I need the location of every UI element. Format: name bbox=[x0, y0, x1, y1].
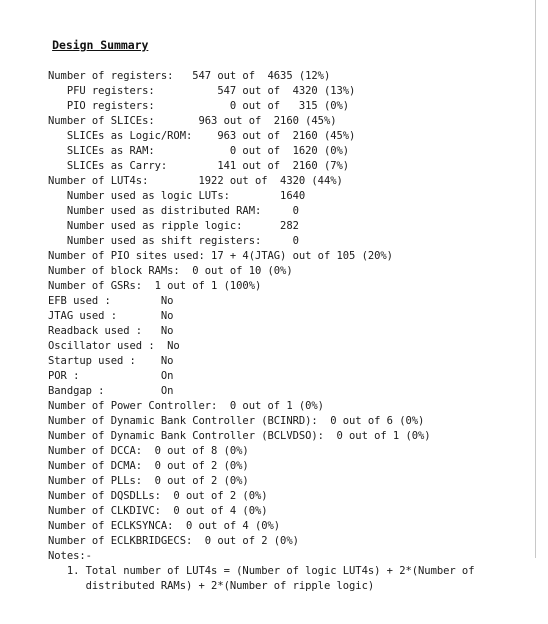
report-line: SLICEs as Logic/ROM: 963 out of 2160 (45%) bbox=[48, 130, 356, 142]
report-line: Number of CLKDIVC: 0 out of 4 (0%) bbox=[48, 505, 268, 517]
report-line: Oscillator used : No bbox=[48, 340, 180, 352]
report-line: Number used as shift registers: 0 bbox=[48, 235, 299, 247]
report-line: Number of Dynamic Bank Controller (BCINRD): 0 out of 6 (0%) bbox=[48, 415, 425, 427]
report-line: Number of Power Controller: 0 out of 1 (0%) bbox=[48, 400, 324, 412]
report-line: Number used as distributed RAM: 0 bbox=[48, 205, 299, 217]
report-line: JTAG used : No bbox=[48, 310, 174, 322]
report-line: Number of GSRs: 1 out of 1 (100%) bbox=[48, 280, 262, 292]
report-line: Bandgap : On bbox=[48, 385, 174, 397]
report-line: Number of DCCA: 0 out of 8 (0%) bbox=[48, 445, 249, 457]
report-line: 1. Total number of LUT4s = (Number of logic LUT4s) + 2*(Number of bbox=[48, 565, 475, 577]
report-line: Number used as ripple logic: 282 bbox=[48, 220, 299, 232]
report-line: EFB used : No bbox=[48, 295, 174, 307]
report-line: POR : On bbox=[48, 370, 174, 382]
report-line: Number of DQSDLLs: 0 out of 2 (0%) bbox=[48, 490, 268, 502]
report-line: Notes:- bbox=[48, 550, 92, 562]
report-line: Number of Dynamic Bank Controller (BCLVDSO): 0 out of 1 (0%) bbox=[48, 430, 431, 442]
report-line: distributed RAMs) + 2*(Number of ripple logic) bbox=[48, 580, 375, 592]
report-line: Number of ECLKBRIDGECS: 0 out of 2 (0%) bbox=[48, 535, 299, 547]
design-summary-heading: Design Summary bbox=[52, 38, 149, 52]
report-line: SLICEs as Carry: 141 out of 2160 (7%) bbox=[48, 160, 350, 172]
report-line: PFU registers: 547 out of 4320 (13%) bbox=[48, 85, 356, 97]
report-line: Number of PLLs: 0 out of 2 (0%) bbox=[48, 475, 249, 487]
report-line: Number of ECLKSYNCA: 0 out of 4 (0%) bbox=[48, 520, 281, 532]
report-line: PIO registers: 0 out of 315 (0%) bbox=[48, 100, 350, 112]
design-summary-text bbox=[27, 23, 474, 624]
report-line: Number of block RAMs: 0 out of 10 (0%) bbox=[48, 265, 293, 277]
report-line: Number of PIO sites used: 17 + 4(JTAG) out of 105 (20%) bbox=[48, 250, 393, 262]
report-lines bbox=[27, 69, 474, 594]
report-line: SLICEs as RAM: 0 out of 1620 (0%) bbox=[48, 145, 350, 157]
report-line: Number of LUT4s: 1922 out of 4320 (44%) bbox=[48, 175, 343, 187]
report-line: Number used as logic LUTs: 1640 bbox=[48, 190, 306, 202]
report-line: Startup used : No bbox=[48, 355, 174, 367]
report-line: Number of DCMA: 0 out of 2 (0%) bbox=[48, 460, 249, 472]
report-line: Number of registers: 547 out of 4635 (12%) bbox=[48, 70, 331, 82]
report-line: Readback used : No bbox=[48, 325, 174, 337]
report-line: Number of SLICEs: 963 out of 2160 (45%) bbox=[48, 115, 337, 127]
